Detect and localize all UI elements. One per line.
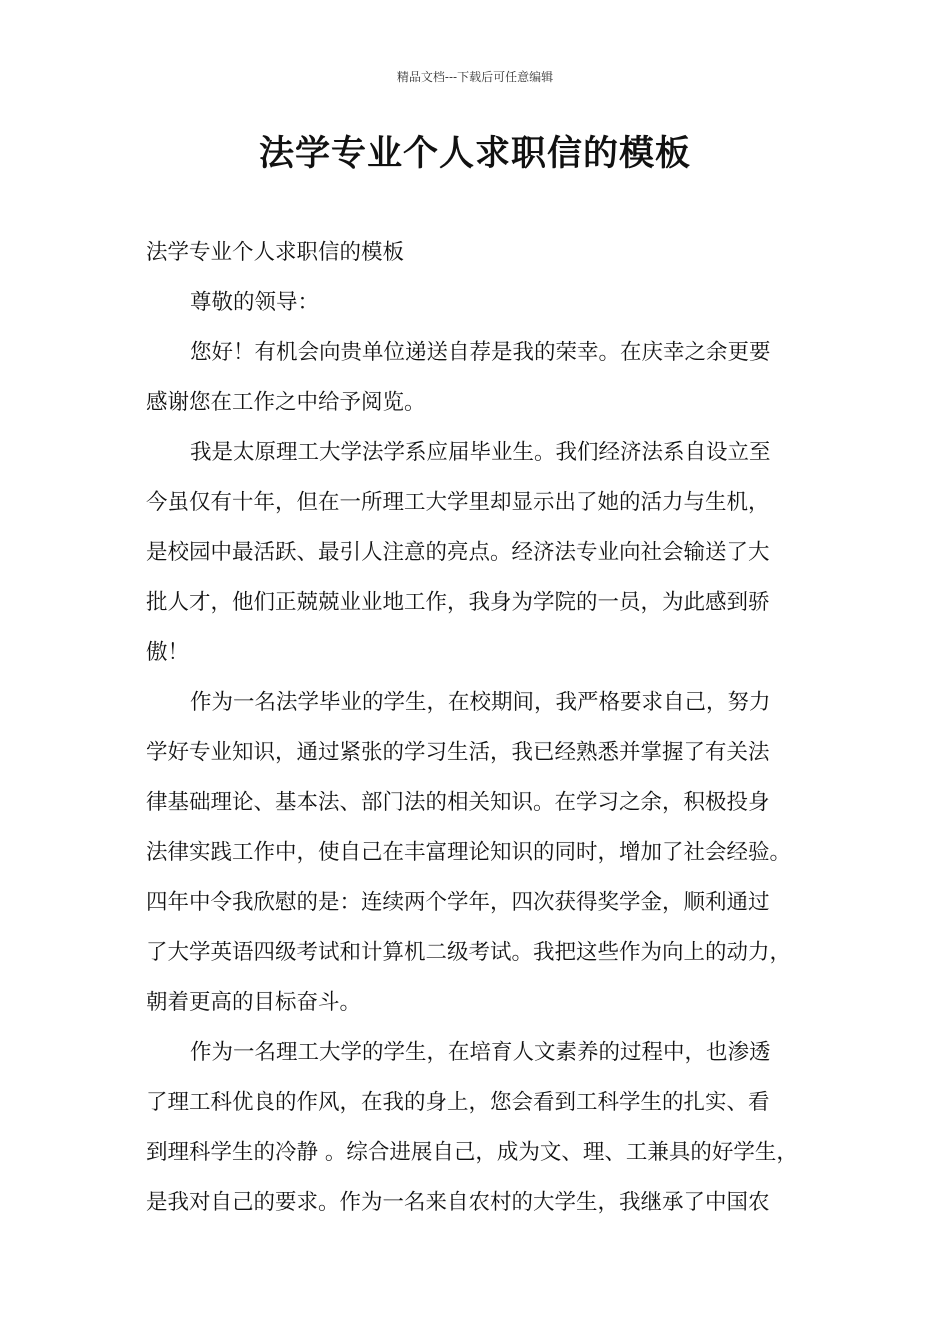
text-line: 了大学英语四级考试和计算机二级考试。我把这些作为向上的动力，	[146, 940, 792, 965]
text-line: 是校园中最活跃、最引人注意的亮点。经济法专业向社会输送了大	[146, 540, 770, 565]
text-line: 朝着更高的目标奋斗。	[146, 990, 362, 1015]
text-line: 今虽仅有十年，但在一所理工大学里却显示出了她的活力与生机，	[146, 490, 770, 515]
text-line: 律基础理论、基本法、部门法的相关知识。在学习之余，积极投身	[146, 790, 770, 815]
text-line: 批人才，他们正兢兢业业地工作，我身为学院的一员，为此感到骄	[146, 590, 770, 615]
text-line: 感谢您在工作之中给予阅览。	[146, 390, 426, 415]
text-line: 傲！	[146, 640, 190, 665]
page-header: 精品文档---下载后可任意编辑	[396, 70, 554, 84]
text-line: 作为一名法学毕业的学生，在校期间，我严格要求自己，努力	[190, 690, 771, 715]
document-title: 法学专业个人求职信的模板	[258, 133, 691, 174]
text-line: 是我对自己的要求。作为一名来自农村的大学生，我继承了中国农	[146, 1190, 770, 1215]
text-line: 学好专业知识，通过紧张的学习生活，我已经熟悉并掌握了有关法	[146, 740, 770, 765]
text-line: 我是太原理工大学法学系应届毕业生。我们经济法系自设立至	[190, 440, 771, 465]
document-body	[146, 228, 836, 1228]
text-line: 您好！有机会向贵单位递送自荐是我的荣幸。在庆幸之余更要	[190, 340, 771, 365]
text-line: 作为一名理工大学的学生，在培育人文素养的过程中，也渗透	[190, 1040, 771, 1065]
text-line: 四年中令我欣慰的是：连续两个学年，四次获得奖学金，顺利通过	[146, 890, 770, 915]
text-line: 法律实践工作中，使自己在丰富理论知识的同时，增加了社会经验。	[146, 840, 792, 865]
text-line: 了理工科优良的作风，在我的身上，您会看到工科学生的扎实、看	[146, 1090, 770, 1115]
text-line: 尊敬的领导：	[190, 290, 320, 315]
text-line: 法学专业个人求职信的模板	[146, 240, 405, 265]
text-line: 到理科学生的冷静 。综合进展自己，成为文、理、工兼具的好学生，	[146, 1140, 798, 1165]
